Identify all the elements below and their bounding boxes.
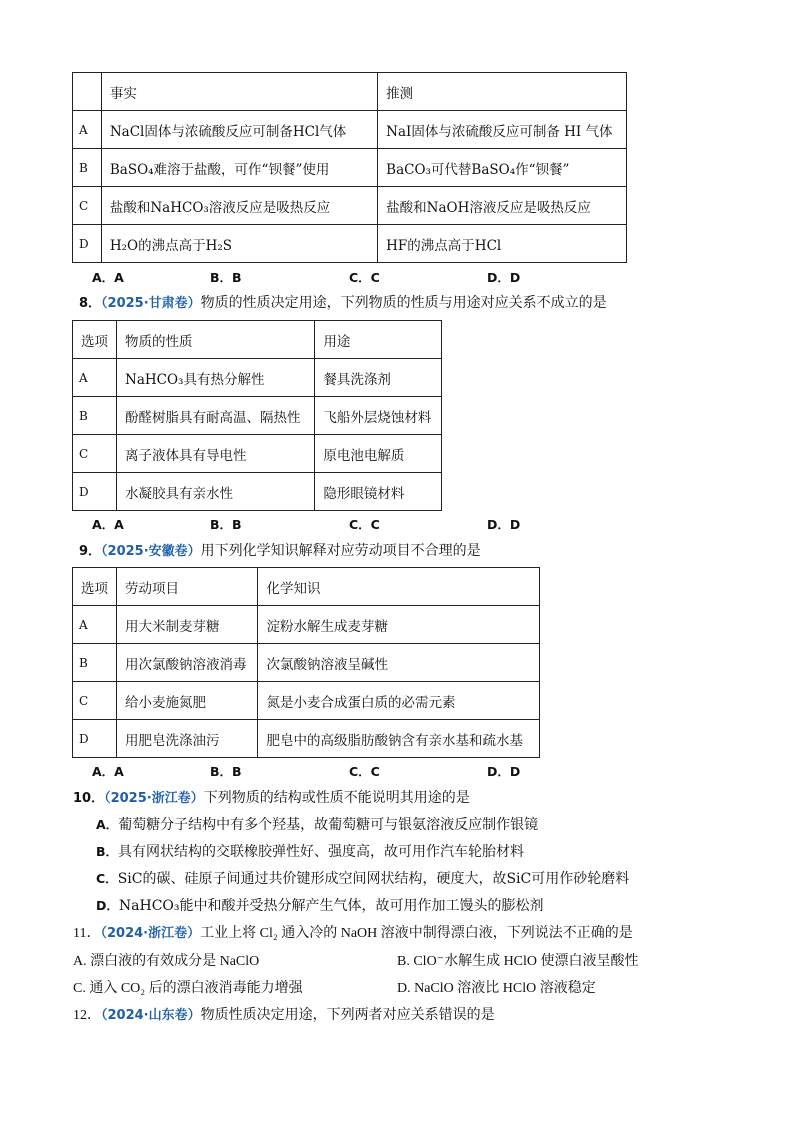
option-key: C — [73, 435, 117, 473]
question-number: 8． — [79, 296, 102, 311]
table-header-cell — [73, 73, 102, 111]
option-key: B — [73, 149, 102, 187]
answer-option-c[interactable]: C．C — [349, 517, 380, 532]
choice-c[interactable]: C. 通入 CO₂ 后的漂白液消毒能力增强 — [73, 981, 303, 996]
answer-option-a[interactable]: A．A — [92, 270, 124, 285]
table-cell: 用肥皂洗涤油污 — [117, 720, 258, 758]
table-header-cell: 劳动项目 — [117, 568, 258, 606]
question-text: 下列物质的结构或性质不能说明其用途的是 — [203, 790, 470, 806]
table-cell: BaCO₃可代替BaSO₄作“钡餐” — [378, 149, 627, 187]
answer-option-a[interactable]: A．A — [92, 764, 124, 779]
table-cell: 原电池电解质 — [315, 435, 442, 473]
question-text: 物质的性质决定用途，下列物质的性质与用途对应关系不成立的是 — [200, 295, 607, 311]
table-row — [73, 435, 442, 473]
choice-text: 葡萄糖分子结构中有多个羟基，故葡萄糖可与银氨溶液反应制作银镜 — [118, 817, 539, 833]
table-cell: BaSO₄难溶于盐酸，可作“钡餐”使用 — [101, 149, 377, 187]
table-cell: NaHCO₃具有热分解性 — [117, 359, 315, 397]
answer-option-b[interactable]: B．B — [210, 270, 242, 285]
answer-option-d[interactable]: D．D — [487, 270, 521, 285]
table-row — [73, 644, 540, 682]
answer-option-c[interactable]: C．C — [349, 764, 380, 779]
option-key: D — [73, 473, 117, 511]
table-cell: 淀粉水解生成麦芽糖 — [258, 606, 540, 644]
question-source: （2025·甘肃卷） — [101, 296, 201, 311]
table-header-row — [73, 73, 627, 111]
answer-option-d[interactable]: D．D — [487, 517, 521, 532]
q8-table — [72, 320, 442, 511]
table-cell: HF的沸点高于HCl — [378, 225, 627, 263]
question-source: （2025·浙江卷） — [104, 791, 204, 806]
option-key: D — [73, 720, 117, 758]
table-cell: 次氯酸钠溶液呈碱性 — [258, 644, 540, 682]
choice-b[interactable]: B. ClO⁻水解生成 HClO 使漂白液呈酸性 — [397, 954, 639, 969]
choice-letter: A． — [96, 817, 119, 832]
table-cell: H₂O的沸点高于H₂S — [101, 225, 377, 263]
choice-b[interactable] — [96, 841, 524, 861]
table-header-cell: 选项 — [73, 568, 117, 606]
question-number: 10． — [73, 791, 105, 806]
option-key: A — [73, 111, 102, 149]
table-cell: 用次氯酸钠溶液消毒 — [117, 644, 258, 682]
table-row — [73, 397, 442, 435]
table-cell: 酚醛树脂具有耐高温、隔热性 — [117, 397, 315, 435]
table-header-cell: 推测 — [378, 73, 627, 111]
table-cell: 给小麦施氮肥 — [117, 682, 258, 720]
table-cell: 离子液体具有导电性 — [117, 435, 315, 473]
table-row — [73, 682, 540, 720]
option-key: A — [73, 359, 117, 397]
question-text: 工业上将 Cl₂ 通入冷的 NaOH 溶液中制得漂白液，下列说法不正确的是 — [200, 926, 633, 941]
option-key: B — [73, 644, 117, 682]
choice-a[interactable]: A. 漂白液的有效成分是 NaClO — [73, 954, 260, 969]
choice-letter: B． — [96, 844, 119, 859]
option-key: D — [73, 225, 102, 263]
question-number: 11． — [73, 926, 101, 941]
table-row — [73, 111, 627, 149]
table-cell: 飞船外层烧蚀材料 — [315, 397, 442, 435]
table-cell: 盐酸和NaHCO₃溶液反应是吸热反应 — [101, 187, 377, 225]
table-row — [73, 473, 442, 511]
choice-text: 具有网状结构的交联橡胶弹性好、强度高，故可用作汽车轮胎材料 — [118, 844, 525, 860]
question-number: 9． — [79, 544, 102, 559]
table-row — [73, 187, 627, 225]
question-11-stem — [73, 922, 633, 942]
question-12-stem — [73, 1004, 495, 1024]
table-cell: 水凝胶具有亲水性 — [117, 473, 315, 511]
table-header-cell: 化学知识 — [258, 568, 540, 606]
answer-option-b[interactable]: B．B — [210, 764, 242, 779]
table-row — [73, 606, 540, 644]
answer-option-d[interactable]: D．D — [487, 764, 521, 779]
table-cell: NaCl固体与浓硫酸反应可制备HCl气体 — [101, 111, 377, 149]
choice-d[interactable] — [96, 895, 544, 915]
table-header-row — [73, 321, 442, 359]
choice-text: NaHCO₃能中和酸并受热分解产生气体，故可用作加工馒头的膨松剂 — [118, 898, 544, 914]
choice-text: SiC的碳、硅原子间通过共价键形成空间网状结构，硬度大，故SiC可用作砂轮磨料 — [117, 871, 630, 887]
option-key: B — [73, 397, 117, 435]
table-row — [73, 359, 442, 397]
choice-letter: C． — [96, 871, 118, 886]
table-cell: 盐酸和NaOH溶液反应是吸热反应 — [378, 187, 627, 225]
table-cell: 用大米制麦芽糖 — [117, 606, 258, 644]
fact-inference-table — [72, 72, 627, 263]
table-row — [73, 149, 627, 187]
table-cell: 隐形眼镜材料 — [315, 473, 442, 511]
option-key: C — [73, 682, 117, 720]
answer-option-a[interactable]: A．A — [92, 517, 124, 532]
table-header-cell: 物质的性质 — [117, 321, 315, 359]
question-number: 12． — [73, 1008, 101, 1023]
question-text: 物质性质决定用途，下列两者对应关系错误的是 — [200, 1008, 495, 1023]
option-key: A — [73, 606, 117, 644]
table-cell: 氮是小麦合成蛋白质的必需元素 — [258, 682, 540, 720]
choice-d[interactable]: D. NaClO 溶液比 HClO 溶液稳定 — [397, 981, 596, 996]
answer-option-b[interactable]: B．B — [210, 517, 242, 532]
choice-a[interactable] — [96, 814, 538, 834]
table-row — [73, 720, 540, 758]
table-header-cell: 选项 — [73, 321, 117, 359]
table-cell: 肥皂中的高级脂肪酸钠含有亲水基和疏水基 — [258, 720, 540, 758]
question-source: （2025·安徽卷） — [101, 544, 201, 559]
table-row — [73, 225, 627, 263]
question-10-stem — [73, 787, 470, 807]
table-header-row — [73, 568, 540, 606]
table-cell: 餐具洗涤剂 — [315, 359, 442, 397]
option-key: C — [73, 187, 102, 225]
question-source: （2024·山东卷） — [101, 1008, 201, 1023]
question-8-stem — [79, 292, 607, 312]
table-cell: NaI固体与浓硫酸反应可制备 HI 气体 — [378, 111, 627, 149]
answer-option-c[interactable]: C．C — [349, 270, 380, 285]
table-header-cell: 用途 — [315, 321, 442, 359]
table-header-cell: 事实 — [101, 73, 377, 111]
choice-c[interactable] — [96, 868, 629, 888]
question-source: （2024·浙江卷） — [100, 926, 201, 941]
q9-table — [72, 567, 540, 758]
choice-letter: D． — [96, 898, 119, 913]
question-text: 用下列化学知识解释对应劳动项目不合理的是 — [200, 543, 481, 559]
question-9-stem — [79, 540, 481, 560]
